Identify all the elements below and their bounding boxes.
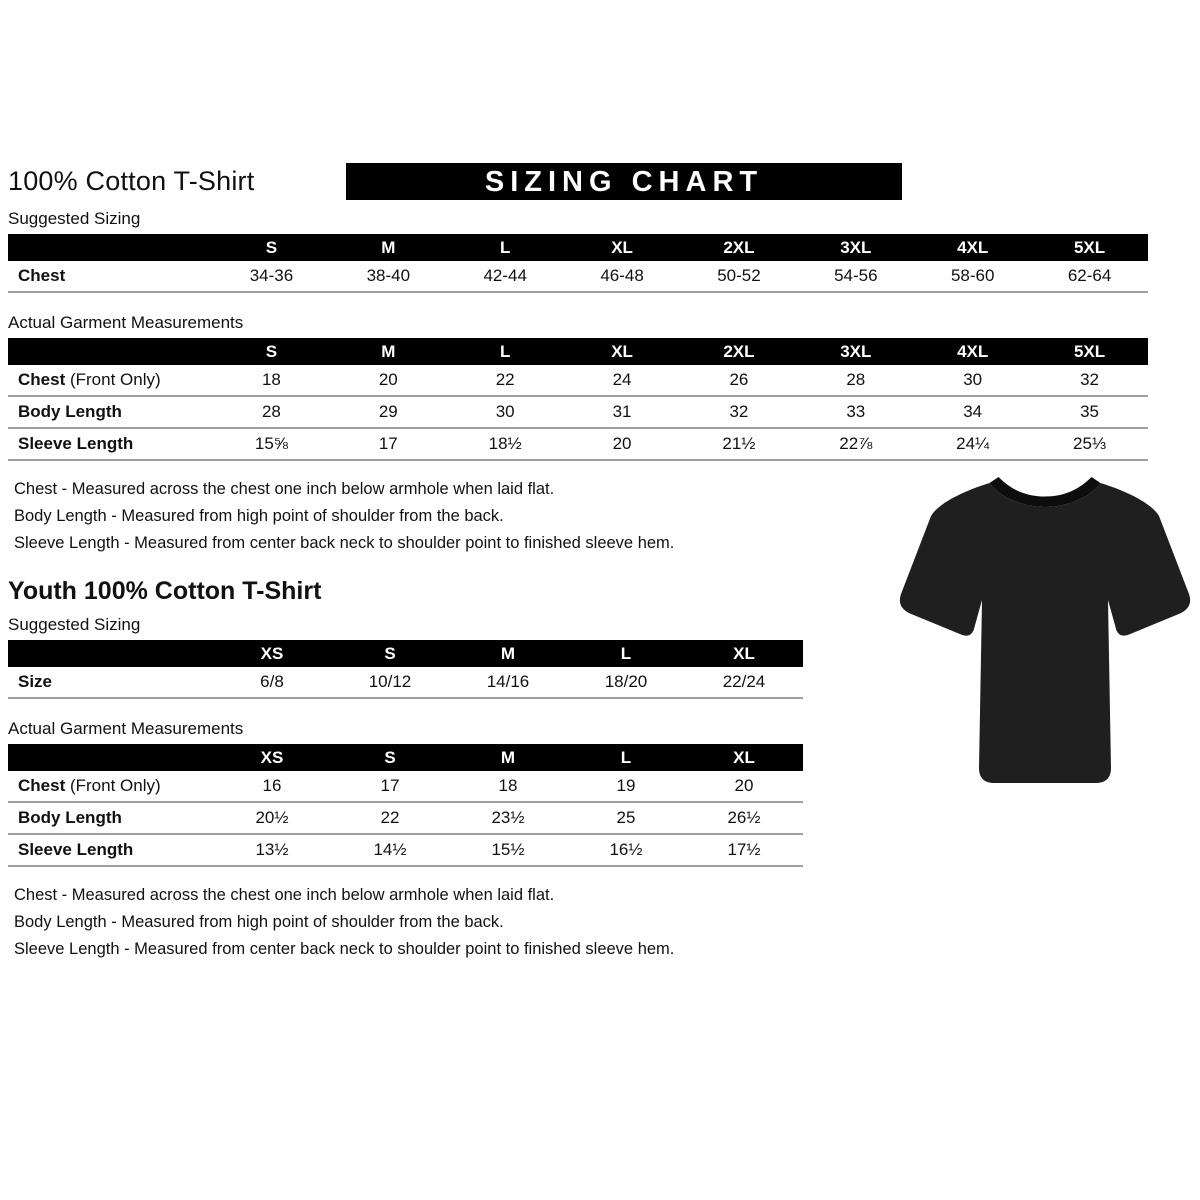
size-col-header: M xyxy=(381,237,396,257)
cell-value: 26 xyxy=(729,370,749,389)
table-row xyxy=(8,771,803,803)
youth-measurement-notes xyxy=(8,882,1156,963)
size-col-header: L xyxy=(499,237,511,257)
table-row xyxy=(8,397,1148,429)
cell-value: 23½ xyxy=(491,808,525,827)
size-col-header: M xyxy=(500,747,516,767)
size-col-header: 2XL xyxy=(723,237,755,257)
table-row xyxy=(8,803,803,835)
cell-value: 13½ xyxy=(255,840,289,859)
cell-value: 50-52 xyxy=(717,266,761,285)
cell-value: 15⅝ xyxy=(254,434,288,453)
cell-value: 34 xyxy=(963,402,983,421)
cell-value: 14/16 xyxy=(486,672,530,691)
tshirt-body xyxy=(900,483,1190,783)
cell-value: 25⅓ xyxy=(1073,434,1107,453)
size-col-header: L xyxy=(499,341,511,361)
cell-value: 17½ xyxy=(727,840,761,859)
cell-value: 10/12 xyxy=(368,672,412,691)
row-label: Chest (Front Only) xyxy=(18,776,161,795)
youth-actual-label: Actual Garment Measurements xyxy=(8,719,244,738)
row-label: Chest (Front Only) xyxy=(18,370,161,389)
note-chest: Chest - Measured across the chest one inch below armhole when laid flat. xyxy=(14,886,555,904)
table-row xyxy=(8,429,1148,461)
cell-value: 38-40 xyxy=(366,266,411,285)
row-label: Size xyxy=(18,672,53,691)
size-col-header: L xyxy=(620,643,632,663)
cell-value: 62-64 xyxy=(1067,266,1112,285)
youth-suggested-header-row xyxy=(8,640,803,667)
row-label: Sleeve Length xyxy=(18,434,134,453)
size-col-header: XL xyxy=(733,747,755,767)
size-col-header: M xyxy=(500,643,516,663)
adult-actual-label: Actual Garment Measurements xyxy=(8,313,244,332)
cell-value: 22 xyxy=(495,370,515,389)
cell-value: 17 xyxy=(380,776,400,795)
cell-value: 34-36 xyxy=(249,266,294,285)
table-row xyxy=(8,835,803,867)
cell-value: 22⅞ xyxy=(839,434,873,453)
cell-value: 18 xyxy=(498,776,518,795)
cell-value: 20 xyxy=(734,776,754,795)
cell-value: 32 xyxy=(729,402,749,421)
cell-value: 17 xyxy=(378,434,398,453)
cell-value: 28 xyxy=(846,370,866,389)
size-col-header: S xyxy=(265,237,278,257)
cell-value: 14½ xyxy=(373,840,407,859)
cell-value: 24¼ xyxy=(956,434,990,453)
note-sleeve-length: Sleeve Length - Measured from center back neck to shoulder point to finished sleeve hem. xyxy=(14,940,675,958)
row-label: Sleeve Length xyxy=(18,840,134,859)
cell-value: 24 xyxy=(612,370,632,389)
adult-actual-header-row xyxy=(8,338,1148,365)
cell-value: 18½ xyxy=(488,434,522,453)
cell-value: 22/24 xyxy=(722,672,766,691)
cell-value: 19 xyxy=(616,776,636,795)
cell-value: 54-56 xyxy=(834,266,878,285)
cell-value: 46-48 xyxy=(600,266,644,285)
cell-value: 21½ xyxy=(722,434,756,453)
cell-value: 20 xyxy=(612,434,632,453)
size-col-header: S xyxy=(265,341,278,361)
note-body-length: Body Length - Measured from high point of shoulder from the back. xyxy=(14,913,504,931)
table-row xyxy=(8,365,1148,397)
size-col-header: XS xyxy=(260,643,284,663)
size-col-header: 3XL xyxy=(840,237,872,257)
cell-value: 15½ xyxy=(491,840,525,859)
table-row xyxy=(8,261,1148,293)
cell-value: 30 xyxy=(495,402,515,421)
cell-value: 32 xyxy=(1080,370,1100,389)
size-col-header: L xyxy=(620,747,632,767)
cell-value: 30 xyxy=(963,370,983,389)
note-body-length: Body Length - Measured from high point of shoulder from the back. xyxy=(14,507,504,525)
youth-actual-header-row xyxy=(8,744,803,771)
cell-value: 58-60 xyxy=(950,266,995,285)
cell-value: 22 xyxy=(380,808,400,827)
cell-value: 18 xyxy=(261,370,281,389)
size-col-header: XS xyxy=(260,747,284,767)
size-col-header: XL xyxy=(611,341,633,361)
youth-section-title: Youth 100% Cotton T-Shirt xyxy=(8,577,322,605)
size-col-header: 5XL xyxy=(1073,237,1106,257)
row-label: Body Length xyxy=(18,402,122,421)
cell-value: 20½ xyxy=(255,808,289,827)
cell-value: 16½ xyxy=(609,840,643,859)
size-col-header: S xyxy=(384,747,396,767)
size-col-header: 4XL xyxy=(957,237,989,257)
row-label: Chest xyxy=(18,266,66,285)
youth-suggested-label: Suggested Sizing xyxy=(8,615,141,634)
size-col-header: XL xyxy=(733,643,755,663)
adult-suggested-table xyxy=(8,234,1156,293)
adult-suggested-header-row xyxy=(8,234,1148,261)
table-row xyxy=(8,667,803,699)
cell-value: 26½ xyxy=(727,808,761,827)
cell-value: 25 xyxy=(616,808,636,827)
size-col-header: 2XL xyxy=(723,341,755,361)
size-col-header: M xyxy=(381,341,396,361)
size-col-header: XL xyxy=(611,237,633,257)
adult-suggested-label: Suggested Sizing xyxy=(8,209,141,228)
size-col-header: S xyxy=(384,643,396,663)
cell-value: 6/8 xyxy=(260,672,284,691)
adult-actual-table xyxy=(8,338,1156,461)
note-sleeve-length: Sleeve Length - Measured from center back neck to shoulder point to finished sleeve hem. xyxy=(14,534,675,552)
cell-value: 29 xyxy=(378,402,398,421)
adult-section-title: 100% Cotton T-Shirt xyxy=(8,166,255,196)
cell-value: 35 xyxy=(1080,402,1100,421)
cell-value: 28 xyxy=(261,402,281,421)
cell-value: 33 xyxy=(846,402,866,421)
size-col-header: 5XL xyxy=(1073,341,1106,361)
sizing-chart-banner: SIZING CHART xyxy=(346,163,902,200)
top-header-row xyxy=(8,163,1156,200)
cell-value: 31 xyxy=(612,402,632,421)
row-label: Body Length xyxy=(18,808,122,827)
cell-value: 18/20 xyxy=(604,672,648,691)
note-chest: Chest - Measured across the chest one inch below armhole when laid flat. xyxy=(14,480,555,498)
tshirt-image xyxy=(895,468,1195,818)
tshirt-graphic xyxy=(895,468,1195,798)
cell-value: 20 xyxy=(378,370,398,389)
cell-value: 42-44 xyxy=(483,266,527,285)
size-col-header: 4XL xyxy=(957,341,989,361)
size-col-header: 3XL xyxy=(840,341,872,361)
cell-value: 16 xyxy=(262,776,282,795)
